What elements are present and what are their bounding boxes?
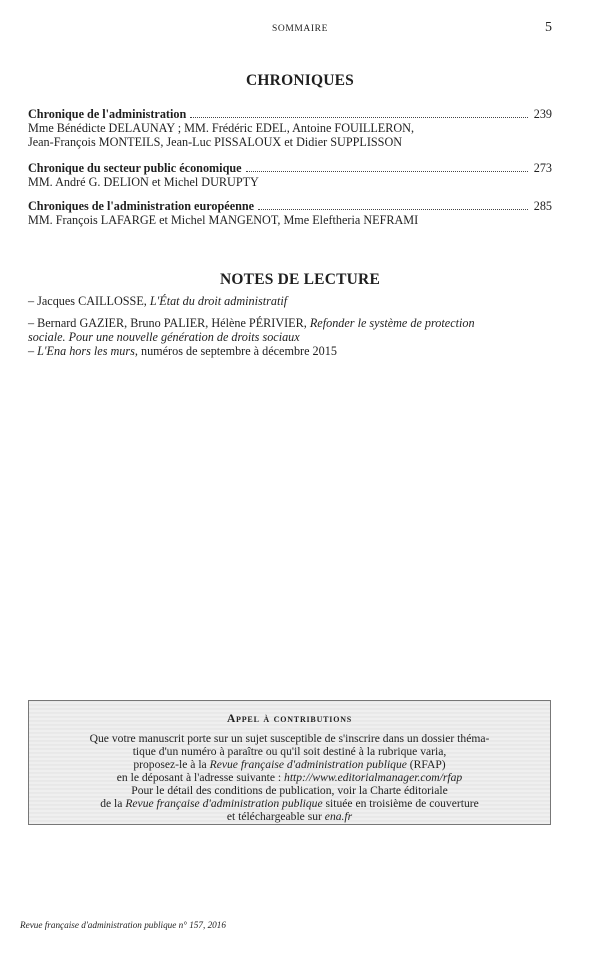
note-title-continued: sociale. Pour une nouvelle génération de droits sociaux <box>28 330 300 344</box>
page-footer: Revue française d'administration publique n° 157, 2016 <box>20 920 226 930</box>
appel-line <box>29 797 550 810</box>
note-title: Refonder le système de protection <box>309 316 475 330</box>
note-title: L'État du droit administratif <box>149 294 288 308</box>
appel-text: de la <box>100 797 126 810</box>
note-prefix: – <box>28 344 38 358</box>
appel-text: (RFAP) <box>406 758 446 771</box>
entry-authors: MM. François LAFARGE et Michel MANGENOT, Mme Eleftheria NEFRAMI <box>28 213 419 227</box>
website-link[interactable]: ena.fr <box>324 810 353 823</box>
note-item <box>28 294 552 308</box>
appel-line <box>29 810 550 823</box>
note-title: L'Ena hors les murs <box>37 344 135 358</box>
appel-title: Appel à contributions <box>226 713 353 725</box>
entry-authors: MM. André G. DELION et Michel DURUPTY <box>28 175 259 189</box>
section-title-chroniques: CHRONIQUES <box>246 72 354 89</box>
entry-title: Chronique du secteur public économique <box>28 161 242 175</box>
appel-line <box>29 758 550 771</box>
entry-page: 285 <box>533 199 552 213</box>
note-prefix: – Bernard GAZIER, Bruno PALIER, Hélène PÉRIVIER, <box>28 316 310 330</box>
entry-title: Chronique de l'administration <box>28 107 187 121</box>
entry-authors: Jean-François MONTEILS, Jean-Luc PISSALOUX et Didier SUPPLISSON <box>28 135 403 149</box>
appel-line: tique d'un numéro à paraître ou qu'il soit destiné à la rubrique varia, <box>132 745 447 758</box>
dot-leader <box>258 209 528 210</box>
running-head: SOMMAIRE <box>271 24 328 34</box>
dot-leader <box>246 171 528 172</box>
note-item <box>28 344 552 358</box>
entry-title: Chroniques de l'administration européenne <box>28 199 255 213</box>
entry-page: 239 <box>533 107 552 121</box>
appel-line: Que votre manuscrit porte sur un sujet susceptible de s'inscrire dans un dossier théma- <box>89 732 490 745</box>
journal-name: Revue française d'administration publique <box>209 758 407 771</box>
toc-entry <box>28 161 552 189</box>
appel-text: et téléchargeable sur <box>226 810 325 823</box>
note-prefix: – Jacques CAILLOSSE, <box>28 294 150 308</box>
appel-line: Pour le détail des conditions de publication, voir la Charte éditoriale <box>131 784 448 797</box>
appel-text: située en troisième de couverture <box>322 797 479 810</box>
submission-url[interactable]: http://www.editorialmanager.com/rfap <box>284 771 463 784</box>
appel-text: en le déposant à l'adresse suivante : <box>116 771 285 784</box>
toc-entry <box>28 107 552 149</box>
page-number: 5 <box>545 20 552 35</box>
note-item <box>28 316 552 330</box>
entry-authors: Mme Bénédicte DELAUNAY ; MM. Frédéric EDEL, Antoine FOUILLERON, <box>28 121 414 135</box>
appel-contributions-box <box>28 700 551 825</box>
dot-leader <box>190 117 527 118</box>
section-title-notes-de-lecture: NOTES DE LECTURE <box>220 271 380 288</box>
entry-page: 273 <box>533 161 552 175</box>
journal-name: Revue française d'administration publique <box>125 797 323 810</box>
appel-text: proposez-le à la <box>133 758 210 771</box>
appel-line <box>29 771 550 784</box>
note-suffix: , numéros de septembre à décembre 2015 <box>134 344 337 358</box>
toc-entry <box>28 199 552 227</box>
